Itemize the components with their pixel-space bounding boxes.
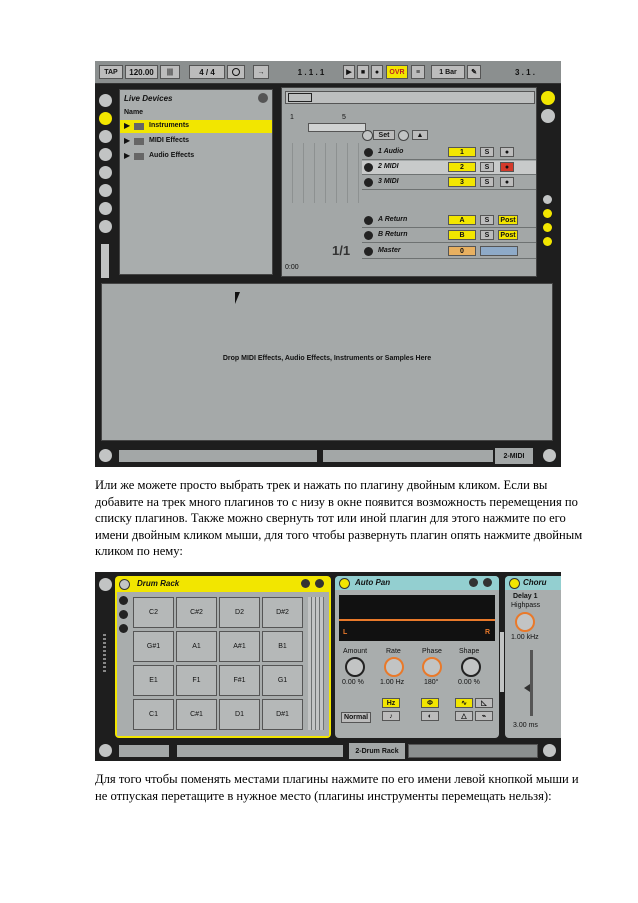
io-toggle-icon[interactable] <box>543 195 552 204</box>
folder-1-icon[interactable] <box>99 166 112 179</box>
expand-arrow-icon: ▶ <box>124 136 131 145</box>
name-column-header[interactable]: Name <box>124 109 144 116</box>
shape-value: 0.00 % <box>458 679 480 686</box>
browser-item-midi-effects[interactable] <box>120 135 272 148</box>
hz-button[interactable]: Hz <box>382 698 400 708</box>
folder-3-icon[interactable] <box>99 202 112 215</box>
toggle-detail-icon[interactable] <box>543 744 556 757</box>
amount-value: 0.00 % <box>342 679 364 686</box>
left-channel-label: L <box>343 629 348 636</box>
browser-item-label: Instruments <box>149 122 190 129</box>
paragraph-2-line: не отпуская перетащите в нужное место (плагины инструменты перемещать нельзя): <box>95 788 552 803</box>
save-preset-icon[interactable] <box>483 578 492 587</box>
song-position-field[interactable]: 1 . 1 . 1 <box>281 65 341 79</box>
session-view-icon[interactable] <box>541 91 555 105</box>
expand-arrow-icon: ▶ <box>124 121 131 130</box>
record-button[interactable]: ● <box>371 65 383 79</box>
live-devices-icon[interactable] <box>99 130 112 143</box>
highpass-knob[interactable] <box>515 612 535 632</box>
track-row-2-midi[interactable] <box>362 161 536 175</box>
expand-arrow-icon: ▶ <box>124 151 131 160</box>
returns-toggle-icon[interactable] <box>543 223 552 232</box>
left-icon-column <box>95 84 115 284</box>
drum-pad[interactable]: C2 <box>133 597 174 628</box>
beat-marker-5: 5 <box>342 114 346 121</box>
right-channel-label: R <box>485 629 491 636</box>
hide-browser-icon[interactable] <box>99 112 112 125</box>
device-chain-overview[interactable] <box>408 744 538 758</box>
paragraph-1-line: добавите на трек много плагинов то с низу в окне появится возможность перемещения по <box>95 494 578 509</box>
auto-pan-header <box>335 576 499 590</box>
set-button[interactable]: Set <box>373 130 395 140</box>
master-volume-field[interactable] <box>480 246 518 256</box>
stop-button[interactable]: ■ <box>357 65 369 79</box>
beat-marker-1: 1 <box>290 114 294 121</box>
activator-icon[interactable] <box>99 578 112 591</box>
drum-pad[interactable]: D#1 <box>262 699 303 730</box>
drum-rack-title[interactable]: Drum Rack <box>137 579 180 588</box>
track-activator-icon[interactable] <box>364 216 373 225</box>
track-number-button[interactable]: 1 <box>448 147 476 157</box>
track-row-b-return[interactable] <box>362 229 536 243</box>
solo-button[interactable]: S <box>480 162 494 172</box>
drum-rack-device <box>115 576 331 738</box>
follow-button[interactable]: → <box>253 65 269 79</box>
track-row-a-return[interactable] <box>362 214 536 228</box>
scroll-handle-icon[interactable] <box>101 244 109 278</box>
tempo-field[interactable]: 120.00 <box>125 65 158 79</box>
rate-label: Rate <box>386 648 401 655</box>
ableton-screenshot-2 <box>95 572 561 761</box>
overview-bar[interactable] <box>285 91 535 104</box>
time-readout: 0:00 <box>285 264 299 271</box>
browser-item-label: MIDI Effects <box>149 137 190 144</box>
quantize-menu[interactable]: 1 Bar <box>431 65 465 79</box>
browser-item-instruments[interactable] <box>120 120 272 133</box>
track-activator-icon[interactable] <box>364 231 373 240</box>
track-number-button[interactable]: 2 <box>448 162 476 172</box>
mouse-cursor-icon <box>235 292 240 304</box>
offset-button[interactable]: ◐ <box>421 711 439 721</box>
folder-2-icon[interactable] <box>99 184 112 197</box>
loop-brace[interactable] <box>308 123 366 132</box>
sends-toggle-icon[interactable] <box>543 209 552 218</box>
folder-icon <box>134 153 144 160</box>
pencil-icon[interactable]: ✎ <box>467 65 481 79</box>
arm-button[interactable]: ● <box>500 162 514 172</box>
grip-icon <box>103 634 106 674</box>
status-field-left <box>119 450 317 462</box>
rack-chains-icon[interactable] <box>119 610 128 619</box>
normal-button[interactable]: Normal <box>341 712 371 723</box>
scene-count: 1/1 <box>332 243 351 258</box>
status-field-left <box>119 745 169 757</box>
device-scroll-bar[interactable] <box>500 632 504 692</box>
rack-show-icon[interactable] <box>119 596 128 605</box>
track-number-button[interactable]: 3 <box>448 177 476 187</box>
track-name: 1 Audio <box>378 148 404 155</box>
detail-track-label[interactable]: 2-Drum Rack <box>349 743 405 759</box>
solo-button[interactable]: S <box>480 215 494 225</box>
drum-pad[interactable]: F#1 <box>219 665 260 696</box>
chorus-device <box>505 576 561 738</box>
folder-icon <box>134 138 144 145</box>
drum-pad[interactable]: F1 <box>176 665 217 696</box>
track-row-3-midi[interactable] <box>362 176 536 190</box>
track-number-button[interactable]: B <box>448 230 476 240</box>
drum-pad[interactable]: E1 <box>133 665 174 696</box>
track-name: 3 MIDI <box>378 178 399 185</box>
track-name: Master <box>378 247 401 254</box>
post-button[interactable]: Post <box>498 230 518 240</box>
next-locator-icon[interactable] <box>398 130 409 141</box>
hot-swap-icon[interactable] <box>469 578 478 587</box>
amount-label: Amount <box>343 648 368 655</box>
detail-track-label[interactable]: 2-MIDI <box>495 448 533 464</box>
clip-grid <box>282 143 362 203</box>
device-activator-icon[interactable] <box>119 579 130 590</box>
drum-pad[interactable]: G#1 <box>133 631 174 662</box>
ovr-button[interactable]: OVR <box>386 65 408 79</box>
add-icon[interactable] <box>362 130 373 141</box>
browser-item-label: Audio Effects <box>149 152 195 159</box>
random-button[interactable]: ⌁ <box>475 711 493 721</box>
auto-pan-title[interactable]: Auto Pan <box>355 578 391 587</box>
hot-swap-icon[interactable] <box>99 220 112 233</box>
paragraph-2-line: Для того чтобы поменять местами плагины нажмите по его имени левой кнопкой мыши и <box>95 772 579 786</box>
time-signature-field[interactable]: 4 / 4 <box>189 65 225 79</box>
drum-pad[interactable]: C#2 <box>176 597 217 628</box>
delay-time-slider[interactable] <box>530 650 533 716</box>
toggle-detail-icon[interactable] <box>543 449 556 462</box>
metronome-button[interactable] <box>227 65 245 79</box>
phase-value: 180° <box>424 679 439 686</box>
device-drop-area[interactable] <box>101 283 553 441</box>
tap-button[interactable]: TAP <box>99 65 123 79</box>
play-button[interactable]: ▶ <box>343 65 355 79</box>
invert-button[interactable]: Φ <box>421 698 439 708</box>
paragraph-1-line: Или же можете просто выбрать трек и нажать по плагину двойным кликом. Если вы <box>95 478 548 492</box>
plugins-icon[interactable] <box>99 148 112 161</box>
drum-pad[interactable]: C1 <box>133 699 174 730</box>
track-name: 2 MIDI <box>378 163 399 170</box>
saw-down-button[interactable]: ◺ <box>475 698 493 708</box>
pad-overview-grid[interactable] <box>308 597 324 730</box>
delay-label: Delay 1 <box>513 593 538 600</box>
status-field-right <box>323 450 493 462</box>
delay-time-value: 3.00 ms <box>513 722 538 729</box>
drum-rack-body <box>117 592 329 736</box>
chorus-title[interactable]: Choru <box>523 578 547 587</box>
track-activator-icon[interactable] <box>364 178 373 187</box>
paragraph-1-line: списку плагинов. Также можно свернуть тот или иной плагин для этого нажмите по его <box>95 511 566 526</box>
rate-knob[interactable] <box>384 657 404 677</box>
track-number-button[interactable]: 0 <box>448 246 476 256</box>
paragraph-1-line: имени двойным кликом мыши, для того чтобы развернуть плагин опять нажмите двойным <box>95 527 583 542</box>
metronome-icon <box>232 68 240 76</box>
solo-button[interactable]: S <box>480 147 494 157</box>
highpass-value: 1.00 kHz <box>511 634 539 641</box>
post-button[interactable]: Post <box>498 215 518 225</box>
browser-item-audio-effects[interactable] <box>120 150 272 163</box>
amount-knob[interactable] <box>345 657 365 677</box>
track-row-master[interactable] <box>362 245 536 259</box>
phase-knob[interactable] <box>422 657 442 677</box>
beat-sync-button[interactable]: ♪ <box>382 711 400 721</box>
drum-pad[interactable]: A1 <box>176 631 217 662</box>
drum-pad[interactable]: B1 <box>262 631 303 662</box>
arm-button[interactable]: ● <box>500 147 514 157</box>
solo-button[interactable]: S <box>480 230 494 240</box>
drum-pad[interactable]: C#1 <box>176 699 217 730</box>
arrangement-view-icon[interactable] <box>541 109 555 123</box>
chorus-header <box>505 576 561 590</box>
folder-icon <box>134 123 144 130</box>
lfo-display <box>339 595 495 641</box>
triangle-button[interactable]: △ <box>455 711 473 721</box>
arrangement-panel <box>281 87 537 277</box>
track-activator-icon[interactable] <box>364 163 373 172</box>
paragraph-1 <box>95 477 635 560</box>
mixer-toggle-icon[interactable] <box>543 237 552 246</box>
status-field-right <box>177 745 343 757</box>
track-row-1-audio[interactable] <box>362 146 536 160</box>
track-name: A Return <box>378 216 408 223</box>
device-activator-icon[interactable] <box>339 578 350 589</box>
rack-return-icon[interactable] <box>119 624 128 633</box>
sine-wave-button[interactable]: ∿ <box>455 698 473 708</box>
shape-knob[interactable] <box>461 657 481 677</box>
expand-detail-icon[interactable] <box>99 449 112 462</box>
drum-pad[interactable]: D1 <box>219 699 260 730</box>
hot-swap-icon[interactable] <box>301 579 310 588</box>
track-activator-icon[interactable] <box>364 148 373 157</box>
browser-panel <box>119 89 273 275</box>
save-preset-icon[interactable] <box>315 579 324 588</box>
nudge-buttons[interactable]: ||| <box>160 65 180 79</box>
phase-label: Phase <box>422 648 442 655</box>
locator-lock-button[interactable]: ▲ <box>412 130 428 140</box>
slider-thumb[interactable] <box>524 684 530 692</box>
device-activator-icon[interactable] <box>509 578 520 589</box>
lfo-waveform-line <box>339 619 495 621</box>
drum-pad[interactable]: D2 <box>219 597 260 628</box>
auto-pan-device <box>335 576 499 738</box>
track-number-button[interactable]: A <box>448 215 476 225</box>
paragraph-2 <box>95 771 635 804</box>
arm-button[interactable]: ● <box>500 177 514 187</box>
browser-toggle-icon[interactable] <box>99 94 112 107</box>
drop-message: Drop MIDI Effects, Audio Effects, Instruments or Samples Here <box>222 355 432 362</box>
paragraph-1-line: кликом по нему: <box>95 544 183 559</box>
toolbar <box>95 61 561 84</box>
drum-pad[interactable]: D#2 <box>262 597 303 628</box>
bottom-bar <box>95 445 561 467</box>
solo-button[interactable]: S <box>480 177 494 187</box>
expand-detail-icon[interactable] <box>99 744 112 757</box>
track-name: B Return <box>378 231 408 238</box>
drum-pad[interactable]: A#1 <box>219 631 260 662</box>
shape-label: Shape <box>459 648 480 655</box>
bottom-bar <box>95 740 561 761</box>
rate-value: 1.00 Hz <box>380 679 405 686</box>
highpass-label: Highpass <box>511 602 541 609</box>
drum-pad[interactable]: G1 <box>262 665 303 696</box>
browser-title: Live Devices <box>124 94 173 103</box>
track-activator-icon[interactable] <box>364 247 373 256</box>
overview-window[interactable] <box>288 93 312 102</box>
browser-options-icon[interactable] <box>258 93 268 103</box>
ableton-screenshot-1 <box>95 61 561 467</box>
draw-mode-icon[interactable]: ≡ <box>411 65 425 79</box>
loop-end-field[interactable]: 3 . 1 . <box>505 65 545 79</box>
